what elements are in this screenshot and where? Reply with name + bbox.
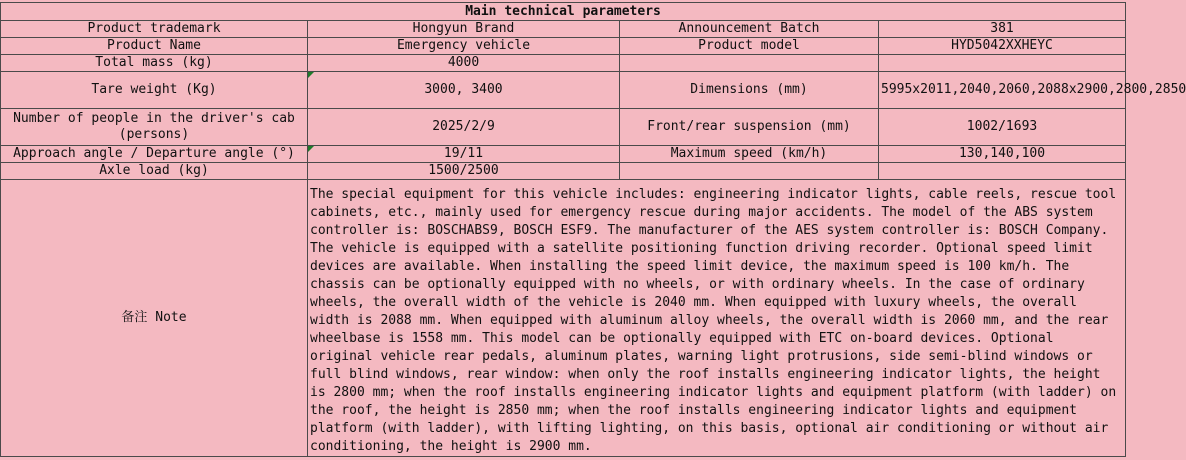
cell-tare-weight-label[interactable]: Tare weight (Kg) <box>1 72 308 109</box>
row-axle-load <box>1 163 1126 180</box>
cell-angles-value-wrap[interactable] <box>308 146 620 163</box>
cell-empty-2[interactable] <box>879 55 1126 72</box>
cell-angles-label[interactable]: Approach angle / Departure angle (°) <box>1 146 308 163</box>
cell-max-speed-label[interactable]: Maximum speed (km/h) <box>620 146 879 163</box>
cell-tare-weight-value: 3000, 3400 <box>424 82 503 97</box>
cell-trademark-value[interactable]: Hongyun Brand <box>308 21 620 38</box>
cell-angles-value: 19/11 <box>443 146 484 161</box>
cell-tare-weight-value-wrap[interactable] <box>308 72 620 109</box>
cell-axle-load-label[interactable]: Axle load (kg) <box>1 163 308 180</box>
table-title[interactable]: Main technical parameters <box>1 3 1126 21</box>
cell-announcement-label[interactable]: Announcement Batch <box>620 21 879 38</box>
cell-dimensions-value[interactable]: 5995x2011,2040,2060,2088x2900,2800,2850 <box>879 72 1126 109</box>
cell-product-name-value[interactable]: Emergency vehicle <box>308 38 620 55</box>
row-angles <box>1 146 1126 163</box>
cell-suspension-value[interactable]: 1002/1693 <box>879 109 1126 146</box>
cell-product-name-label[interactable]: Product Name <box>1 38 308 55</box>
cell-note-label[interactable]: 备注 Note <box>1 180 308 457</box>
cell-product-model-value[interactable]: HYD5042XXHEYC <box>879 38 1126 55</box>
row-note <box>1 180 1126 457</box>
cell-trademark-label[interactable]: Product trademark <box>1 21 308 38</box>
cell-marker-icon <box>308 146 314 152</box>
title-row <box>1 3 1126 21</box>
row-product-name <box>1 38 1126 55</box>
cell-max-speed-value[interactable]: 130,140,100 <box>879 146 1126 163</box>
cell-note-text[interactable]: The special equipment for this vehicle includes: engineering indicator lights, cable reels, rescue tool cabinets, etc., mainly used for emergency rescue during major accidents. The model of the ABS system controller is: BOSCHABS9, BOSCH ESF9. The manufacturer of the AES system controller is: BOSCH Company. The vehicle is equipped with a satellite positioning function driving recorder. Optional speed limit devices are available. When installing the speed limit device, the maximum speed is 100 km/h. The chassis can be optionally equipped with no wheels, or with ordinary wheels. In the case of ordinary wheels, the overall width of the vehicle is 2040 mm. When equipped with luxury wheels, the overall width is 2088 mm. When equipped with aluminum alloy wheels, the overall width is 2060 mm, and the rear wheelbase is 1558 mm. This model can be optionally equipped with ETC on-board devices. Optional original vehicle rear pedals, aluminum plates, warning light protrusions, side semi-blind windows or full blind windows, rear window: when only the roof installs engineering indicator lights, the height is 2800 mm; when the roof installs engineering indicator lights and equipment platform (with ladder) on the roof, the height is 2850 mm; when the roof installs engineering indicator lights and equipment platform (with ladder), with lifting lighting, on this basis, optional air conditioning or without air conditioning, the height is 2900 mm. <box>308 180 1126 457</box>
cell-suspension-label[interactable]: Front/rear suspension (mm) <box>620 109 879 146</box>
cell-people-cab-value[interactable]: 2025/2/9 <box>308 109 620 146</box>
row-trademark <box>1 21 1126 38</box>
cell-empty-1[interactable] <box>620 55 879 72</box>
cell-total-mass-label[interactable]: Total mass (kg) <box>1 55 308 72</box>
cell-dimensions-label[interactable]: Dimensions (mm) <box>620 72 879 109</box>
cell-announcement-value[interactable]: 381 <box>879 21 1126 38</box>
cell-empty-4[interactable] <box>879 163 1126 180</box>
row-total-mass <box>1 55 1126 72</box>
technical-parameters-table <box>0 2 1186 457</box>
cell-people-cab-label[interactable]: Number of people in the driver's cab (persons) <box>1 109 308 146</box>
row-tare-weight <box>1 72 1126 109</box>
cell-marker-icon <box>308 72 314 78</box>
cell-product-model-label[interactable]: Product model <box>620 38 879 55</box>
row-people-cab <box>1 109 1126 146</box>
cell-axle-load-value[interactable]: 1500/2500 <box>308 163 620 180</box>
cell-total-mass-value[interactable]: 4000 <box>308 55 620 72</box>
cell-empty-3[interactable] <box>620 163 879 180</box>
